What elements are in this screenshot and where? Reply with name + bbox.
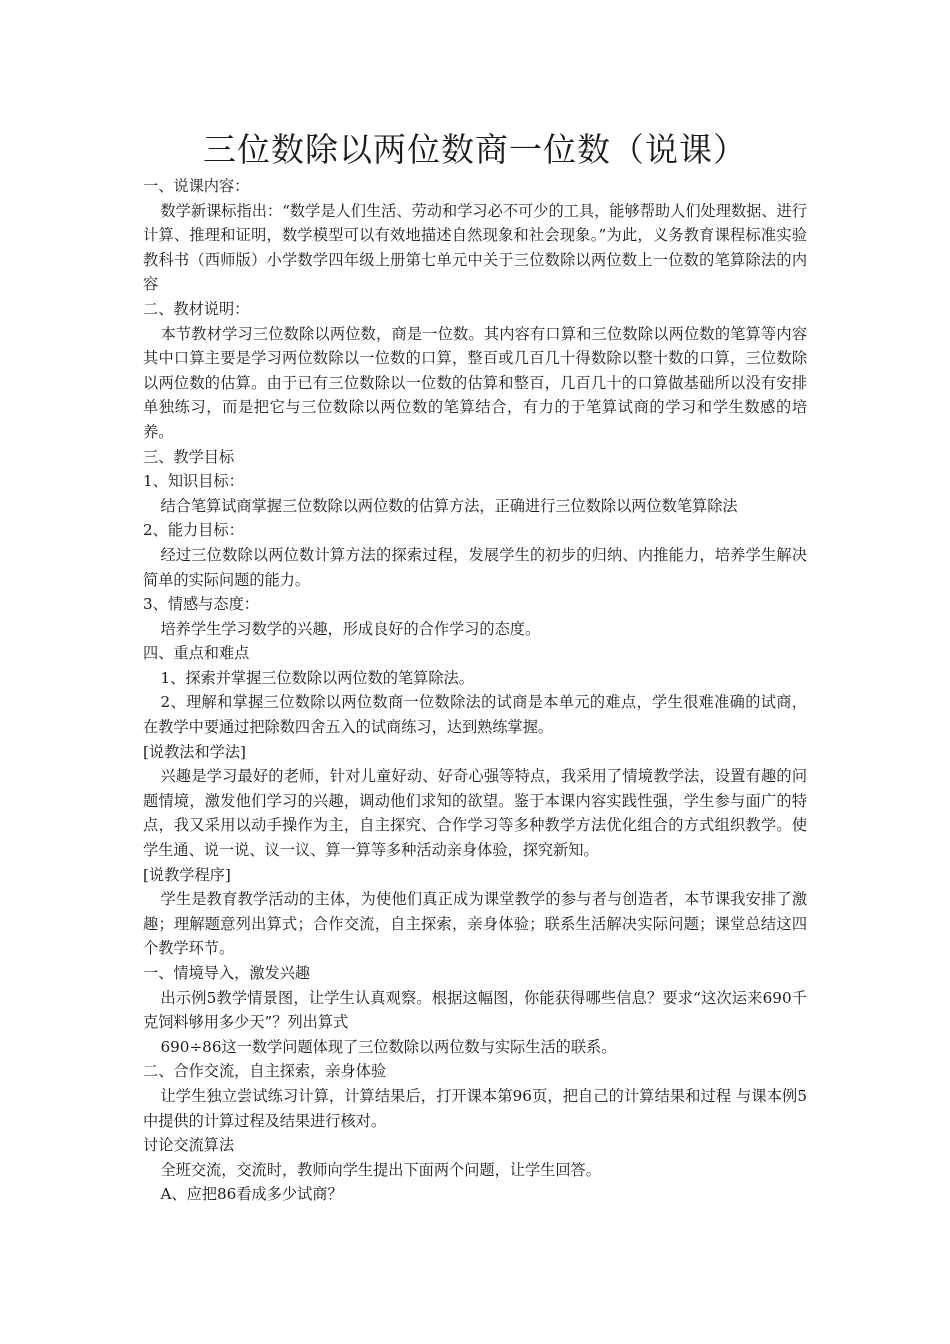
body-paragraph: 690÷86这一数学问题体现了三位数除以两位数与实际生活的联系。	[160, 1037, 617, 1056]
body-paragraph: 本节教材学习三位数除以两位数，商是一位数。其内容有口算和三位数除以两位数的笔算等内容其中口算主要是学习两位数除以一位数的口算，整百或几百几十得数除以整十数的口算，三位数除以两位数的估算。由于已有三位数除以一位数的估算和整百，几百几十的口算做基础所以没有安排单独练习，而是把它与三位数除以两位数的笔算结合，有力的于笔算试商的学习和学生数感的培养。	[143, 324, 807, 441]
section-heading: 三、教学目标	[143, 447, 235, 466]
body-paragraph: 2、理解和掌握三位数除以两位数商一位数除法的试商是本单元的难点，学生很难准确的试商，在教学中要通过把除数四舍五入的试商练习，达到熟练掌握。	[143, 693, 807, 737]
body-paragraph: 出示例5教学情景图，让学生认真观察。根据这幅图，你能获得哪些信息？要求“这次运来690千克饲料够用多少天”？列出算式	[143, 988, 807, 1032]
section-heading: 1、知识目标：	[143, 472, 244, 491]
section-heading: [说教学程序]	[143, 865, 231, 884]
section-heading: 四、重点和难点	[143, 644, 250, 663]
body-paragraph: 学生是教育教学活动的主体，为使他们真正成为课堂教学的参与者与创造者，本节课我安排了激趣；理解题意列出算式；合作交流，自主探索，亲身体验；联系生活解决实际问题；课堂总结这四个教学环节。	[143, 890, 807, 958]
section-heading: 一、情境导入，激发兴趣	[143, 964, 311, 982]
document-title: 三位数除以两位数商一位数（说课）	[203, 130, 747, 169]
body-paragraph: A、应把86看成多少试商？	[160, 1185, 343, 1204]
section-heading: 讨论交流算法	[143, 1136, 235, 1155]
section-heading: 2、能力目标：	[143, 521, 244, 540]
section-heading: [说教法和学法]	[143, 742, 246, 761]
body-paragraph: 全班交流，交流时，教师向学生提出下面两个问题，让学生回答。	[160, 1160, 601, 1179]
section-heading: 一、说课内容：	[143, 177, 250, 195]
body-paragraph: 数学新课标指出：“数学是人们生活、劳动和学习必不可少的工具，能够帮助人们处理数据、进行计算、推理和证明，数学模型可以有效地描述自然现象和社会现象。”为此，义务教育课程标准实验教科书（西师版）小学数学四年级上册第七单元中关于三位数除以两位数上一位数的笔算除法的内容	[143, 201, 807, 294]
body-paragraph: 经过三位数除以两位数计算方法的探索过程，发展学生的初步的归纳、内推能力，培养学生解决简单的实际问题的能力。	[143, 545, 807, 589]
body-paragraph: 兴趣是学习最好的老师，针对儿童好动、好奇心强等特点，我采用了情境教学法，设置有趣的问题情境，激发他们学习的兴趣，调动他们求知的欲望。鉴于本课内容实践性强，学生参与面广的特点，我又采用以动手操作为主，自主探究、合作学习等多种教学方法优化组合的方式组织教学。使学生通、说一说、议一议、算一算等多种活动亲身体验，探究新知。	[143, 767, 807, 860]
body-paragraph: 1、探索并掌握三位数除以两位数的笔算除法。	[160, 668, 474, 687]
body-paragraph: 让学生独立尝试练习计算，计算结果后，打开课本第96页，把自己的计算结果和过程 与课本例5中提供的计算过程及结果进行核对。	[143, 1086, 807, 1130]
document-body	[143, 174, 807, 1207]
section-heading: 二、合作交流，自主探索，亲身体验	[143, 1062, 386, 1081]
body-paragraph: 培养学生学习数学的兴趣，形成良好的合作学习的态度。	[160, 619, 541, 638]
section-heading: 二、教材说明：	[143, 299, 250, 318]
document-page	[143, 128, 807, 1207]
body-paragraph: 结合笔算试商掌握三位数除以两位数的估算方法，正确进行三位数除以两位数笔算除法	[160, 496, 738, 515]
section-heading: 3、情感与态度：	[143, 595, 259, 614]
